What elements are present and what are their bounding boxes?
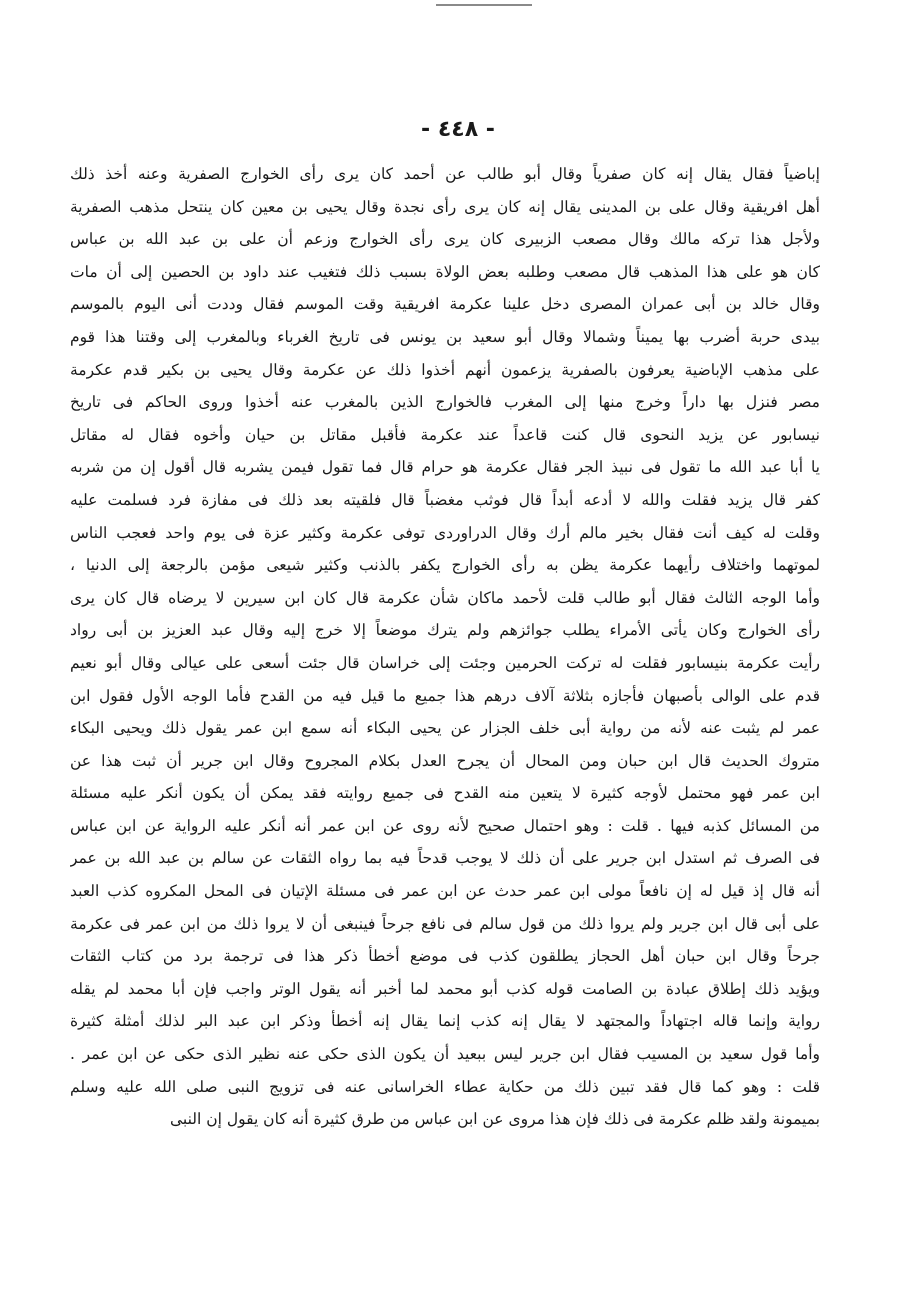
text-line: وأما قول سعيد بن المسيب فقال ابن جرير ليس ببعيد أن يكون الذى حكى عنه نظير الذى حكى عن ابن عمر . [70,1045,820,1064]
text-line: عمر لم يثبت عنه لأنه من رواية أبى خلف الجزار عن يحيى البكاء أنه سمع ابن عمر يقول ذلك ويحيى البكاء [70,719,820,738]
text-line: أنه قال إذ قيل له إن نافعاً مولى ابن عمر حدث عن ابن عمر فى مسئلة الإتيان فى المحل المكروه كذب العبد [70,882,820,901]
text-line: ابن عمر فهو محتمل لأوجه كثيرة لا يتعين منه القدح فى جميع روايته فقد يمكن أن يكون أنكر عليه مسئلة [70,784,820,803]
text-line: على مذهب الإباضية يعرفون بالصفرية يزعمون أنهم أخذوا ذلك عن عكرمة وقال يحيى بن بكير قدم عكرمة [70,360,820,379]
text-line: بميمونة ولقد ظلم عكرمة فى ذلك فإن هذا مروى عن ابن عباس من طرق كثيرة أنه كان يقول إن النبى [169,1110,820,1129]
text-line: ولأجل هذا تركه مالك وقال مصعب الزبيرى كان يرى رأى الخوارج وزعم أن على بن عبد الله بن عباس [70,230,820,249]
top-rule [436,4,532,6]
text-line: كان هو على هذا المذهب قال مصعب وطلبه بعض الولاة بسبب ذلك فتغيب عند داود بن الحصين إلى أن مات [70,262,820,281]
text-line: رواية وإنما قاله اجتهاداً والمجتهد لا يقال إنه كذب إنما يقال إنه أخطأ وذكر ابن عبد البر لذلك أمثلة كثيرة [70,1012,820,1031]
text-line: يا أبا عبد الله ما تقول فى نبيذ الجر فقال عكرمة هو حرام قال فما تقول فيمن يشربه قال أقول إن من شربه [70,458,820,477]
text-line: كفر قال يزيد فقلت والله لا أدعه أبداً قال فوثب مغضباً قال فلقيته بعد ذلك فى مفازة فرد فسلمت عليه [70,490,820,509]
text-line: وقال خالد بن أبى عمران المصرى دخل علينا عكرمة افريقية وقت الموسم فقال وددت أنى اليوم بالموسم [70,295,820,314]
body-text [70,158,820,1136]
text-line: وأما الوجه الثالث فقال أبو طالب قلت لأحمد ماكان شأن عكرمة قال كان ابن سيرين لا يرضاه قال كان يرى [70,588,820,607]
text-line: إباضياً فقال يقال إنه كان صفرياً وقال أبو طالب عن أحمد كان يرى رأى الخوارج الصفرية وعنه أخذ ذلك [70,165,820,183]
text-line: فى الصرف ثم استدل ابن جرير على أن ذلك لا يوجب قدحاً فيه بما رواه الثقات عن سالم بن عبد الله بن عمر [70,849,820,868]
text-line: من المسائل كذبه فيها . قلت : وهو احتمال صحيح لأنه روى عن ابن عمر أنه أنكر عليه الرواية عن ابن عباس [70,816,820,835]
text-line: مصر فنزل بها داراً وخرج منها إلى المغرب فالخوارج الذين بالمغرب عنه أخذوا وروى الحاكم فى تاريخ [70,393,820,412]
text-line: قدم على الوالى بأصبهان فأجازه بثلاثة آلاف درهم هذا جميع ما قيل فيه من القدح فأما الوجه الأول فقول ابن [70,686,820,705]
text-line: رأيت عكرمة بنيسابور فقلت له تركت الحرمين وجئت إلى خراسان قال جئت أسعى على عيالى وقال أبو نعيم [70,653,820,672]
text-line: بيدى حربة أضرب بها يميناً وشمالا وقال أبو سعيد بن يونس فى تاريخ الغرباء وبالمغرب إلى وقتنا هذا قوم [70,327,820,346]
text-line: أهل افريقية وقال على بن المدينى يقال إنه كان يرى رأى نجدة وقال يحيى بن معين كان ينتحل مذهب الصفرية [70,197,820,216]
text-line: وقلت له كيف أنت فقال بخير مالم أرك وقال الدراوردى توفى عكرمة وكثير عزة فى يوم واحد فعجب الناس [70,523,820,542]
text-line: رأى الخوارج وكان يأتى الأمراء يطلب جوائزهم ولم يترك موضعاً إلا خرج إليه وقال عبد العزيز بن أبى رواد [70,621,820,640]
text-line: متروك الحديث قال ابن حبان ومن المحال أن يجرح العدل بكلام المجروح وقال ابن جرير أن ثبت هذا عن [70,751,820,770]
text-line: نيسابور عن يزيد النحوى قال كنت قاعداً عند عكرمة فأقبل مقاتل بن حيان وأخوه فقال له مقاتل [70,425,820,444]
text-line: ويؤيد ذلك إطلاق عبادة بن الصامت قوله كذب أبو محمد لما أخبر أنه يقول الوتر واجب فإن أبا محمد لم يقله [70,979,820,998]
text-line: لموتهما واختلاف رأيهما عكرمة يظن به رأى الخوارج يكفر بالذنب وكثير شيعى مؤمن بالرجعة إلى الدنيا ، [70,556,820,575]
page-number: - ٤٤٨ - [421,117,495,142]
text-line: على أبى قال ابن جرير ولم يروا ذلك من قول سالم فى نافع جرحاً فينبغى أن لا يروا ذلك من ابن عمر فى عكرمة [70,914,820,933]
text-line: قلت : وهو كما قال فقد تبين ذلك من حكاية عطاء الخراسانى عنه فى تزويج النبى صلى الله عليه وسلم [70,1077,820,1096]
text-line: جرحاً وقال ابن حبان أهل الحجاز يطلقون كذب فى موضع أخطأ ذكر هذا فى ترجمة برد من كتاب الثقات [70,947,820,966]
